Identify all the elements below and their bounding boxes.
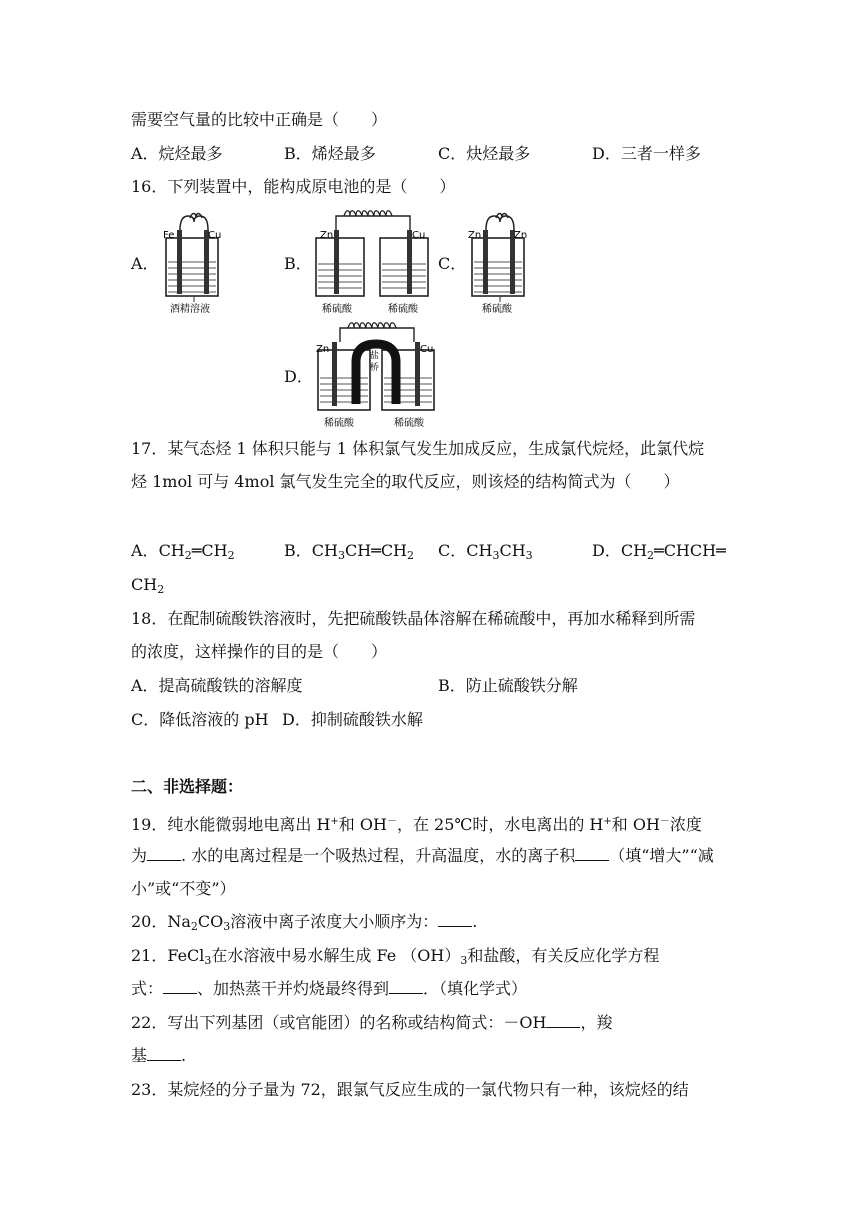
- figure-c-beaker: [466, 208, 534, 316]
- section-title: 二、非选择题：: [131, 777, 244, 796]
- q18-option-d: D．抑制硫酸铁水解: [282, 710, 423, 729]
- q15-option-d: D．三者一样多: [592, 144, 701, 163]
- q21-line-1: 21．FeCl$_3$在水溶液中易水解生成 Fe $(OH)_3$和盐酸，有关反应化学方程: [131, 946, 660, 967]
- figure-d-bridge-label-2: 桥: [370, 363, 380, 373]
- q21-line-2: 式： 、加热蒸干并灼烧最终得到 ．（填化学式）: [131, 979, 528, 998]
- q15-stem-tail: 需要空气量的比较中正确是（ ）: [131, 110, 388, 129]
- q17-option-a: A．$CH_2═CH_2$: [131, 541, 235, 562]
- q17-option-c: C．$CH_3CH_3$: [438, 541, 533, 562]
- figure-b-right-label: Cu: [412, 230, 426, 241]
- q17-option-b: B．$CH_3CH═CH_2$: [284, 541, 415, 562]
- q19-blank-1[interactable]: [147, 846, 181, 861]
- q18-option-b: B．防止硫酸铁分解: [438, 676, 578, 695]
- figure-c-left-label: Zn: [468, 230, 482, 241]
- figure-d-liquid-2: 稀硫酸: [394, 418, 424, 429]
- q19-line-2: 为 . 水的电离过程是一个吸热过程，升高温度，水的离子积 （填“增大”“减: [131, 846, 714, 865]
- q15-option-b: B．烯烃最多: [284, 144, 376, 163]
- figure-d-left-label: Zn: [316, 344, 330, 355]
- q20-blank[interactable]: [438, 912, 472, 927]
- figure-b-two-beakers: [310, 208, 434, 316]
- figure-d-bridge-label-1: 盐: [370, 351, 380, 361]
- q19-line-3: 小”或“不变”）: [131, 879, 236, 898]
- figure-b-liquid-2: 稀硫酸: [388, 304, 418, 315]
- figure-a-liquid-label: 酒精溶液: [170, 304, 210, 315]
- q16-stem: 16．下列装置中，能构成原电池的是（ ）: [131, 177, 456, 196]
- figure-b-left-label: Zn: [320, 230, 334, 241]
- q19-line-1: 19．纯水能微弱地电离出 H+和 OH－，在 25℃时，水电离出的 H+和 OH－浓度: [131, 815, 702, 834]
- q18-stem-line-1: 18．在配制硫酸铁溶液时，先把硫酸铁晶体溶解在稀硫酸中，再加水稀释到所需: [131, 609, 696, 628]
- figure-a-left-label: Fe: [163, 230, 175, 241]
- q18-option-c: C．降低溶液的 pH: [131, 710, 269, 729]
- figure-d-right-label: Cu: [420, 344, 434, 355]
- figure-c-right-label: Zn: [514, 230, 528, 241]
- q16-option-a: A．: [131, 254, 159, 273]
- q18-option-a: A．提高硫酸铁的溶解度: [131, 676, 303, 695]
- q21-blank-1[interactable]: [163, 979, 197, 994]
- q17-stem-line-2: 烃 1mol 可与 4mol 氯气发生完全的取代反应，则该烃的结构简式为（ ）: [131, 472, 680, 491]
- figure-d-liquid-1: 稀硫酸: [324, 418, 354, 429]
- q22-blank-2[interactable]: [147, 1046, 181, 1061]
- q21-blank-2[interactable]: [389, 979, 423, 994]
- q22-line-1: 22．写出下列基团（或官能团）的名称或结构简式：－OH ，羧: [131, 1013, 613, 1032]
- figure-b-liquid-1: 稀硫酸: [322, 304, 352, 315]
- q17-option-d: D．$CH_2═CHCH═$: [592, 541, 726, 562]
- q17-option-d-continued: $CH_2$: [131, 575, 165, 596]
- figure-a-beaker: [160, 208, 228, 316]
- q22-line-2: 基 .: [131, 1046, 187, 1065]
- q17-stem-line-1: 17．某气态烃 1 体积只能与 1 体积氯气发生加成反应，生成氯代烷烃，此氯代烷: [131, 439, 705, 458]
- q16-option-b: B．: [284, 254, 312, 273]
- figure-d-salt-bridge: [314, 318, 438, 430]
- q19-blank-2[interactable]: [575, 846, 609, 861]
- figure-a-right-label: Cu: [208, 230, 222, 241]
- q20-line: 20．$Na_2CO_3$溶液中离子浓度大小顺序为： .: [131, 912, 478, 933]
- q18-stem-line-2: 的浓度，这样操作的目的是（ ）: [131, 642, 388, 661]
- q16-option-d: D．: [284, 367, 313, 386]
- q16-option-c: C．: [438, 254, 467, 273]
- q15-option-c: C．炔烃最多: [438, 144, 531, 163]
- q22-blank-1[interactable]: [546, 1013, 580, 1028]
- q23-line-1: 23．某烷烃的分子量为 72，跟氯气反应生成的一氯代物只有一种，该烷烃的结: [131, 1080, 689, 1099]
- figure-c-liquid-label: 稀硫酸: [482, 304, 512, 315]
- q15-option-a: A．烷烃最多: [131, 144, 223, 163]
